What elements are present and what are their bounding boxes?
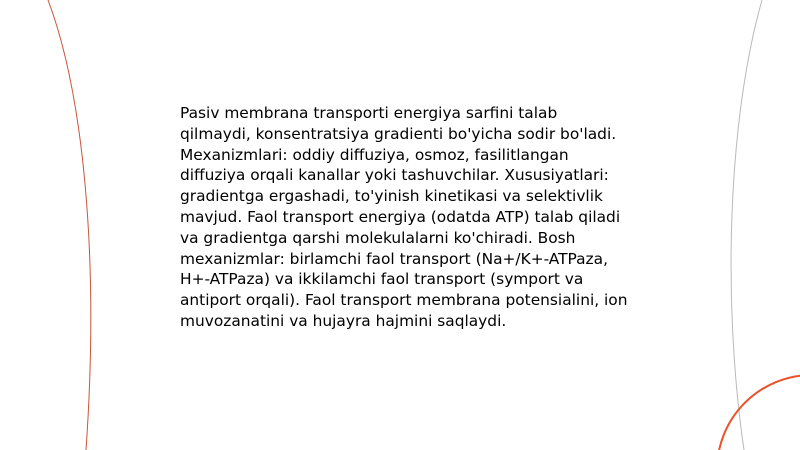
left-arc (48, 0, 91, 450)
accent-circle (717, 375, 800, 450)
body-text: Pasiv membrana transporti energiya sarfini talab qilmaydi, konsentratsiya gradienti bo'yicha sodir bo'ladi. Mexanizmlari: oddiy diffuziya, osmoz, fasilitlangan diffuziya orqali kanallar yoki tashuvchilar. Xususiyatlari: gradientga ergashadi, to'yinish kinetikasi va selektivlik mavjud. Faol transport energiya (odatda ATP) talab qiladi va gradientga qarshi molekulalarni ko'chiradi. Bosh mexanizmlar: birlamchi faol transport (Na+/K+-ATPaza, H+-ATPaza) va ikkilamchi faol transport (symport va antiport orqali). Faol transport membrana potensialini, ion muvozanatini va hujayra hajmini saqlaydi. (180, 104, 628, 330)
right-arc (731, 0, 762, 450)
